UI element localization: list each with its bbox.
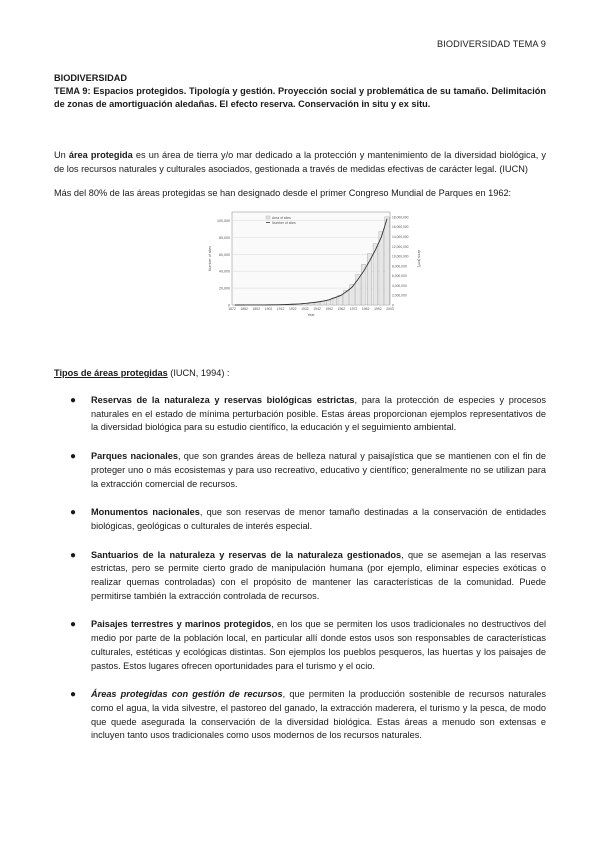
definition-term: área protegida (68, 150, 133, 160)
list-item (54, 688, 546, 743)
x-tick-label: 1932 (301, 307, 309, 311)
y2-tick-label: 2,000,000 (392, 293, 407, 298)
y-tick-label: 80,000 (219, 235, 230, 240)
x-axis-label: Year (307, 313, 315, 317)
list-item (54, 394, 546, 435)
y-axis-label: Number of sites (208, 245, 212, 272)
types-heading (54, 367, 546, 380)
bullet-icon: ● (70, 507, 77, 519)
list-item (54, 506, 546, 533)
y-tick-label: 100,000 (217, 218, 230, 223)
protected-areas-chart (204, 207, 424, 322)
type-description: , que permiten la producción sostenible de recursos naturales como el agua, la vida silvestre, el pastoreo del ganado, la extracción maderera, el turismo y la pesca, de modo que quede asegurada la conservación de la diversidad biológica. Estas áreas a menudo son extensas e incluyen tanto usos tradicionales como usos modernos de los recursos naturales. (91, 689, 546, 741)
definition-paragraph (54, 149, 546, 176)
bullet-icon: ● (70, 689, 77, 701)
y2-tick-label: 8,000,000 (392, 264, 407, 269)
list-item (54, 549, 546, 604)
chart-svg (204, 207, 424, 322)
bullet-icon: ● (70, 451, 77, 463)
y2-tick-label: 18,000,000 (392, 215, 409, 220)
y2-tick-label: 4,000,000 (392, 283, 407, 288)
y2-tick-label: 10,000,000 (392, 254, 409, 259)
type-term: Paisajes terrestres y marinos protegidos (91, 619, 272, 630)
definition-text: es un área de tierra y/o mar dedicado a la protección y mantenimiento de la diversidad biológica, y de los recursos naturales y culturales asociados, gestionada a través de medidas efectivas de carácter legal. (IUCN) (54, 150, 546, 174)
y2-tick-label: 12,000,000 (392, 244, 409, 249)
list-item (54, 618, 546, 673)
x-tick-label: 1882 (240, 307, 248, 311)
type-term: Santuarios de la naturaleza y reservas de la naturaleza gestionados (91, 549, 402, 560)
list-item (54, 450, 546, 491)
types-heading-title: Tipos de áreas protegidas (54, 368, 168, 378)
x-tick-label: 1942 (313, 307, 321, 311)
x-tick-label: 2003 (386, 307, 394, 311)
x-tick-label: 1952 (325, 307, 334, 311)
y2-tick-label: 0 (392, 303, 394, 308)
types-heading-source: (IUCN, 1994) : (167, 368, 230, 378)
x-tick-label: 1982 (361, 307, 370, 311)
type-description: , en los que se permiten los usos tradicionales no destructivos del medio por parte de la población local, en particular allí donde estos usos son responsables de características culturales, estéticas y ecológicas distintas. Son ejemplos los pueblos pesqueros, las huertas y los paisajes de pastos. Estos lugares ofrecen oportunidades para el turismo y el ocio. (91, 619, 547, 671)
type-term: Reservas de la naturaleza y reservas biológicas estrictas (91, 395, 355, 405)
type-term: Áreas protegidas con gestión de recursos (91, 689, 283, 700)
topic-heading: TEMA 9: Espacios protegidos. Tipología y gestión. Proyección social y problemática de su tamaño. Delimitación de zonas de amortiguación aledañas. El efecto reserva. Conservación in situ y ex situ. (54, 86, 546, 109)
bullet-icon: ● (70, 549, 77, 561)
y-tick-label: 60,000 (219, 252, 230, 257)
legend-swatch-area (266, 216, 270, 219)
type-description: , que son reservas de menor tamaño destinadas a la conservación de entidades biológicas, geológicas o culturales de interés especial. (91, 507, 546, 531)
area-bar (326, 300, 331, 305)
y-tick-label: 0 (228, 303, 230, 308)
x-tick-label: 1992 (374, 307, 382, 311)
x-tick-label: 1972 (349, 307, 358, 311)
types-list (54, 394, 546, 743)
y2-tick-label: 16,000,000 (392, 225, 409, 230)
type-description: , que son grandes áreas de belleza natural y paisajística que se mantienen con el fin de proteger uno o más ecosistemas y para uso recreativo, educativo y científico; generalmente no se utilizan para la extracción comercial de recursos. (91, 451, 546, 489)
legend-label: Number of sites (272, 220, 296, 225)
definition-prefix: Un (54, 150, 69, 160)
x-tick-label: 1912 (276, 307, 285, 311)
plot-area (232, 212, 390, 305)
y2-tick-label: 14,000,000 (392, 234, 409, 239)
type-description: , para la protección de especies y procesos naturales en el estado de mínima perturbación posible. Estas áreas proporcionan ejemplos representativos de la diversidad biológica para su estudio científico, la educación y el seguimiento ambiental. (91, 395, 547, 433)
type-term: Parques nacionales (91, 451, 178, 462)
x-tick-label: 1892 (252, 307, 261, 311)
x-tick-label: 1922 (288, 307, 297, 311)
y-tick-label: 40,000 (219, 269, 230, 274)
x-tick-label: 1902 (264, 307, 273, 311)
bullet-icon: ● (70, 395, 77, 406)
x-tick-label: 1962 (337, 307, 346, 311)
y2-axis-label: Area (km²) (417, 250, 421, 267)
area-bar (379, 232, 384, 305)
legend-label: Area of sites (272, 215, 291, 220)
type-description: , que se asemejan a las reservas estrictas, pero se permite cierto grado de manipulación humana (por ejemplo, eliminar especies exóticas o realizar quemas controladas) con el propósito de mantener las características de la comunidad. Puede permitirse también la extracción controlada de recursos. (91, 549, 547, 601)
y2-tick-label: 6,000,000 (392, 274, 407, 279)
x-tick-label: 1872 (228, 307, 236, 311)
statistic-sentence: Más del 80% de las áreas protegidas se han designado desde el primer Congreso Mundial de Parques en 1962: (54, 188, 512, 198)
type-term: Monumentos nacionales (91, 507, 200, 518)
y-tick-label: 20,000 (219, 286, 230, 291)
running-header: BIODIVERSIDAD TEMA 9 (436, 39, 546, 49)
area-bar (385, 217, 390, 305)
document-body (54, 72, 546, 758)
document-title: BIODIVERSIDAD (54, 73, 127, 83)
bullet-icon: ● (70, 619, 77, 631)
